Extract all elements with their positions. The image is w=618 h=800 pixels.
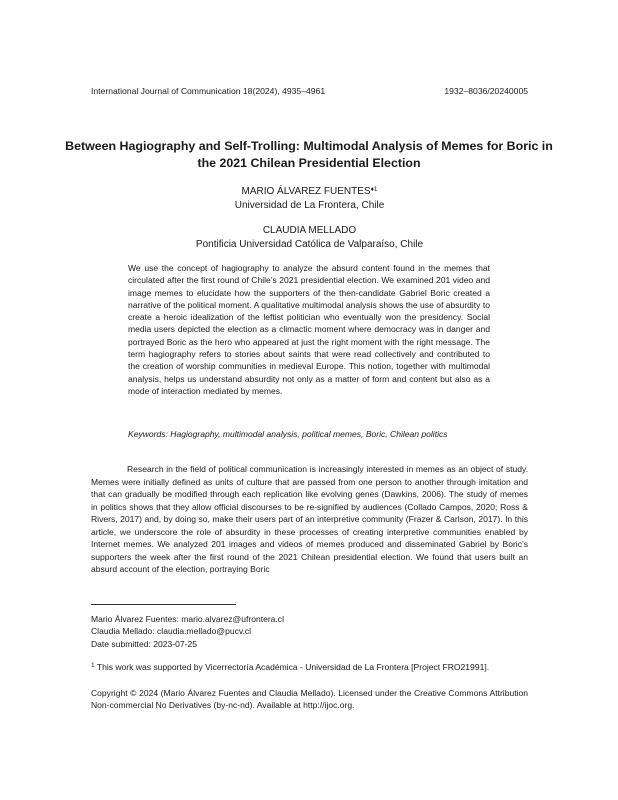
copyright-notice: Copyright © 2024 (Mario Álvarez Fuentes and Claudia Mellado). Licensed under the Creative Commons Attribution Non-commercial No Derivatives (by-nc-nd). Available at http://ijoc.org. <box>91 688 528 711</box>
footnote-mark: 1 <box>91 662 95 669</box>
paper-title: Between Hagiography and Self-Trolling: Multimodal Analysis of Memes for Boric in the 2021 Chilean Presidential Election <box>65 139 553 170</box>
author-affiliation: Universidad de La Frontera, Chile <box>234 199 385 211</box>
contact-line: Claudia Mellado: claudia.mellado@pucv.cl <box>91 626 252 637</box>
abstract: We use the concept of hagiography to analyze the absurd content found in the memes that circulated after the first round of Chile’s 2021 presidential election. We examined 201 video and image memes to elucidate how the supporters of the then-candidate Gabriel Boric created a narrative of the political moment. A qualitative multimodal analysis shows the use of absurdity to create a heroic idealization of the leftist politician who eventually won the presidency. Social media users depicted the election as a climactic moment where democracy was in danger and portrayed Boric as the hero who appeared at just the right moment with the right message. The term hagiography refers to stories about saints that were read collectively and contributed to the creation of worship communities in medieval Europe. This notion, together with multimodal analysis, helps us understand absurdity not only as a matter of form and content but also as a mode of interaction mediated by memes. <box>128 263 490 396</box>
keywords: Keywords: Hagiography, multimodal analysis, political memes, Boric, Chilean politics <box>128 429 448 439</box>
date-submitted: Date submitted: 2023-07-25 <box>91 638 197 649</box>
footnote <box>91 661 528 673</box>
contact-line: Mario Álvarez Fuentes: mario.alvarez@ufrontera.cl <box>91 614 284 624</box>
author-footnote-marks: ♦1 <box>370 186 378 193</box>
author-name: MARIO ÁLVAREZ $FUENTES^{♦1}$ <box>241 186 378 197</box>
issn: 1932–8036/20240005 <box>444 86 528 96</box>
body-paragraph: Research in the field of political communication is increasingly interested in memes as an object of study. Memes were initially defined as units of culture that are passed from one person to another through imitation and that can gradually be modified through each replication like evolving genes (Dawkins, 2006). The study of memes in politics shows that they allow official discourses to be re-signified by audiences (Collado Campos, 2020; Ross & Rivers, 2017) and, by doing so, make their users part of an interpretive community (Frazer & Carlson, 2017). In this article, we underscore the role of absurdity in these processes of creating interpretive communities enabled by Internet memes. We analyzed 201 images and videos of memes produced and disseminated Gabriel by Boric’s supporters the week after the first round of the 2021 Chilean presidential election. We found that users built an absurd account of the election, portraying Boric <box>91 464 528 575</box>
footnote-text: This work was supported by Vicerrectoría Académica - Universidad de La Frontera [Project FRO21991]. <box>94 662 490 672</box>
author-block-1 <box>91 185 528 212</box>
author-block-2 <box>91 224 528 251</box>
author-affiliation: Pontificia Universidad Católica de Valparaíso, Chile <box>195 238 424 250</box>
author-contacts <box>91 613 528 650</box>
author-name: CLAUDIA MELLADO <box>262 225 357 236</box>
footnote-divider <box>91 604 236 605</box>
running-head <box>91 86 528 97</box>
journal-citation: International Journal of Communication 18(2024), 4935–4961 <box>91 86 326 96</box>
